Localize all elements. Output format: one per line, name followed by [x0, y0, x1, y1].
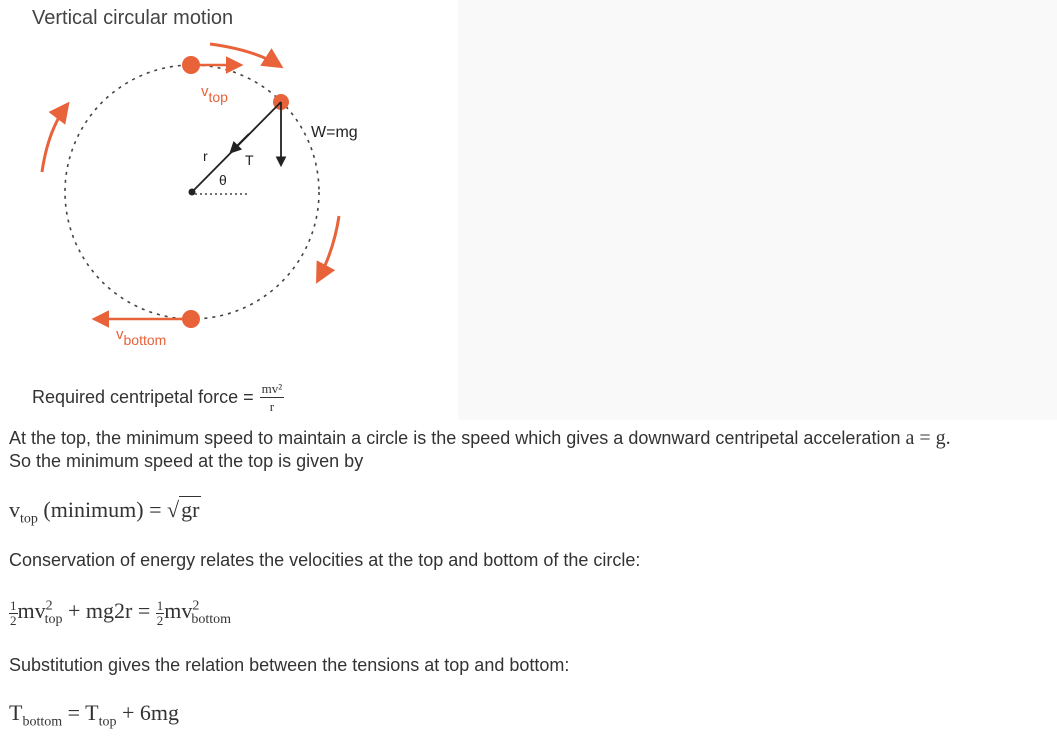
figure-background: [458, 0, 1057, 420]
bottom-mass: [182, 310, 200, 328]
a-equals-g: a = g.: [905, 427, 951, 449]
v-bottom-label: vbottom: [116, 326, 167, 348]
paragraph-substitution: Substitution gives the relation between the tensions at top and bottom:: [9, 655, 570, 675]
mv2-over-r-fraction: $\frac{\text{mv²}}{r}$: [261, 381, 283, 414]
paragraph-minimum-speed: At the top, the minimum speed to maintain a circle is the speed which gives a downward centripetal acceleration a = g.: [9, 427, 951, 449]
direction-arrow-right: [318, 216, 339, 280]
top-mass: [182, 56, 200, 74]
tension-label: T: [245, 152, 254, 168]
required-force-text: Required centripetal force =: [32, 387, 254, 407]
direction-arrow-left: [42, 105, 67, 172]
equation-energy-conservation: $\frac{1}{2}$ $mv^2_{top} + mg2r$ = $\frac{1}{2}$ $mv^2_{bottom}$: [10, 597, 232, 628]
equation-tension-relation: $T_{bottom} = T_{top} + 6mg$: [9, 700, 180, 730]
v-top-label: vtop: [201, 83, 228, 105]
direction-arrow-top: [210, 44, 280, 66]
center-point: [189, 189, 196, 196]
paragraph-minimum-speed-line2: So the minimum speed at the top is given by: [9, 451, 364, 471]
angle-label: θ: [219, 172, 227, 188]
required-force-line: [32, 382, 284, 413]
weight-label: W=mg: [311, 124, 358, 141]
tension-arrow: [231, 134, 249, 152]
paragraph-conservation-energy: Conservation of energy relates the velocities at the top and bottom of the circle:: [9, 550, 641, 570]
circular-motion-diagram: [0, 0, 458, 420]
equation-v-top-minimum: $v_{top}$ (minimum) = √gr: [9, 497, 200, 527]
radius-label: r: [203, 148, 208, 164]
figure-title: Vertical circular motion: [32, 7, 234, 29]
